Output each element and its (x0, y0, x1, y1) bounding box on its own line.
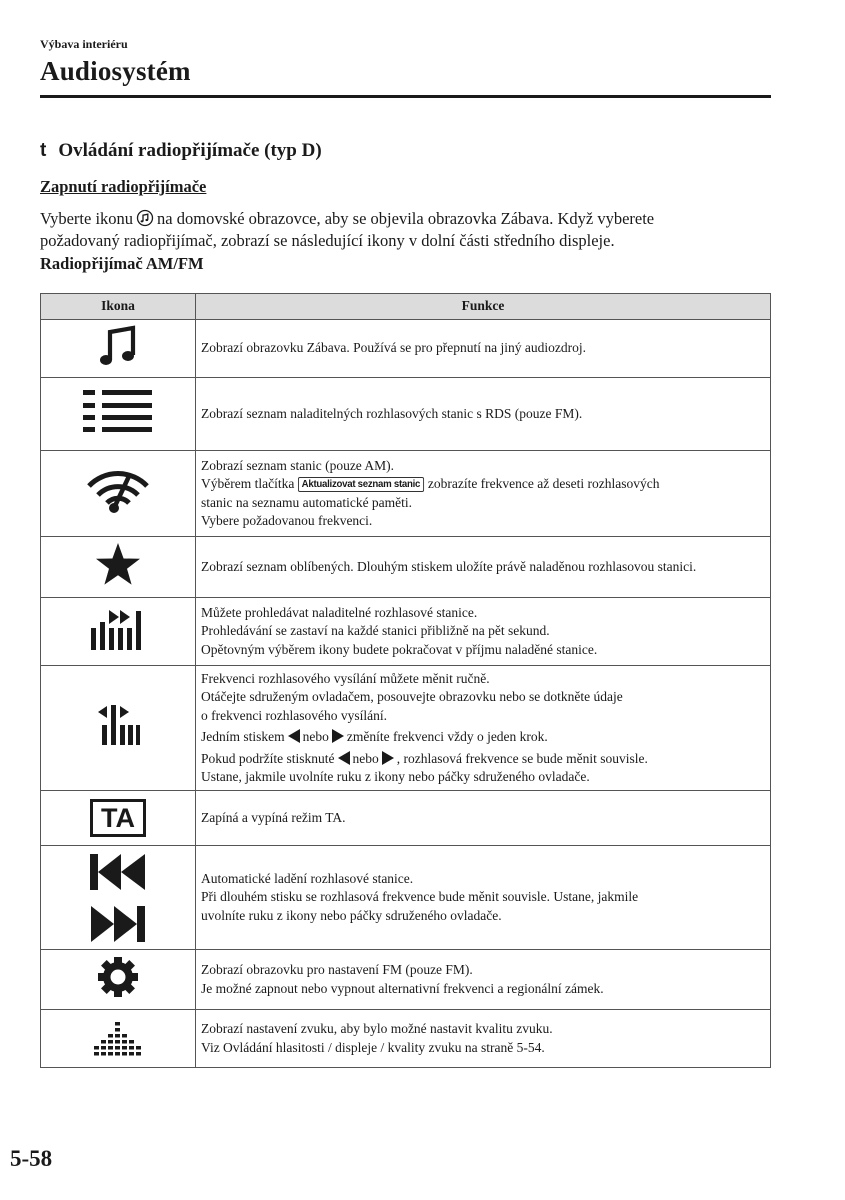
table-row (41, 320, 771, 378)
equalizer-segment (129, 1052, 134, 1056)
function-text: Při dlouhém stisku se rozhlasová frekvence bude měnit souvisle. Ustane, jakmile (201, 889, 639, 905)
equalizer-segment (115, 1022, 120, 1026)
table-header-icon: Ikona (41, 294, 196, 320)
update-station-list-button[interactable]: Aktualizovat seznam stanic (298, 477, 424, 492)
function-text-part: Pokud podržíte stisknuté (201, 750, 335, 766)
equalizer-segment (115, 1046, 120, 1050)
function-text (201, 728, 766, 747)
section-bullet: t (40, 140, 47, 161)
table-cell-function (196, 950, 771, 1010)
function-text: Zobrazí seznam stanic (pouze AM). (201, 457, 395, 473)
table-cell-function (196, 846, 771, 950)
table-cell-icon (41, 791, 196, 846)
seek-left-arrow-icon (338, 751, 350, 765)
table-row (41, 378, 771, 451)
music-note-icon[interactable] (97, 324, 139, 368)
function-text-part: Jedním stiskem (201, 729, 285, 744)
entertainment-icon (136, 209, 154, 227)
intro-text-c: požadovaný radiopřijímač, zobrazí se následující ikony v dolní části středního displeje. (40, 231, 615, 250)
table-cell-icon (41, 598, 196, 666)
function-text: Zobrazí obrazovku Zábava. Používá se pro přepnutí na jiný audiozdroj. (201, 340, 587, 356)
table-cell-function (196, 320, 771, 378)
list-icon[interactable] (83, 389, 153, 433)
equalizer-segment (108, 1052, 113, 1056)
table-cell-icon (41, 1010, 196, 1068)
table-cell-icon (41, 451, 196, 537)
equalizer-icon[interactable] (93, 1016, 143, 1056)
table-cell-function (196, 666, 771, 791)
table-row (41, 1010, 771, 1068)
function-text: Zobrazí seznam oblíbených. Dlouhým stiskem uložíte právě naladěnou rozhlasovou stanici. (201, 558, 697, 574)
equalizer-segment (115, 1034, 120, 1038)
function-text: Automatické ladění rozhlasové stanice. (201, 870, 414, 886)
table-header-row (41, 294, 771, 320)
equalizer-segment (122, 1052, 127, 1056)
equalizer-segment (115, 1040, 120, 1044)
table-header-function: Funkce (196, 294, 771, 320)
section-title-text: Ovládání radiopřijímače (typ D) (58, 140, 322, 161)
intro-text-b: na domovské obrazovce, aby se objevila obrazovka Zábava. Když vyberete (157, 209, 655, 228)
equalizer-segment (122, 1040, 127, 1044)
function-text: stanic na seznamu automatické paměti. (201, 494, 413, 510)
subheading: Zapnutí radiopřijímače (40, 177, 207, 196)
table-row (41, 950, 771, 1010)
function-text-part: nebo (302, 729, 329, 744)
function-text: Viz Ovládání hlasitosti / displeje / kvality zvuku na straně 5-54. (201, 1039, 545, 1055)
radio-heading: Radiopřijímač AM/FM (40, 254, 204, 273)
table-cell-icon (41, 666, 196, 791)
equalizer-segment (129, 1046, 134, 1050)
manual-tune-icon[interactable] (96, 705, 140, 745)
table-cell-icon (41, 378, 196, 451)
equalizer-segment (115, 1028, 120, 1032)
table-cell-icon (41, 846, 196, 950)
table-cell-icon (41, 537, 196, 598)
scan-icon[interactable] (91, 608, 145, 650)
function-table (40, 293, 771, 1068)
seek-back-icon[interactable] (90, 854, 146, 890)
equalizer-segment (108, 1046, 113, 1050)
ta-icon[interactable]: TA (90, 799, 146, 837)
table-cell-icon (41, 320, 196, 378)
intro-paragraph (40, 208, 775, 252)
function-text: uvolníte ruku z ikony nebo páčky sdruženého ovladače. (201, 907, 502, 923)
table-cell-function (196, 1010, 771, 1068)
table-row (41, 598, 771, 666)
function-text: Vybere požadovanou frekvenci. (201, 513, 373, 528)
equalizer-segment (101, 1040, 106, 1044)
function-text: Zobrazí seznam naladitelných rozhlasových stanic s RDS (pouze FM). (201, 405, 583, 421)
function-text: Zapíná a vypíná režim TA. (201, 809, 346, 825)
radio-signal-icon[interactable] (86, 468, 150, 514)
function-text: Otáčejte sdruženým ovladačem, posouvejte obrazovku nebo se dotkněte údaje (201, 689, 623, 704)
function-text: Zobrazí nastavení zvuku, aby bylo možné nastavit kvalitu zvuku. (201, 1021, 553, 1036)
function-text (201, 750, 766, 769)
function-text: Frekvenci rozhlasového vysílání můžete měnit ručně. (201, 670, 490, 686)
table-row (41, 537, 771, 598)
table-row (41, 451, 771, 537)
gear-icon[interactable] (98, 957, 138, 997)
equalizer-segment (122, 1034, 127, 1038)
function-text: Můžete prohledávat naladitelné rozhlasové stanice. (201, 604, 478, 620)
table-row (41, 846, 771, 950)
function-text: Opětovným výběrem ikony budete pokračovat v příjmu naladěné stanice. (201, 641, 598, 657)
breadcrumb: Výbava interiéru (40, 37, 128, 51)
table-cell-icon (41, 950, 196, 1010)
star-icon[interactable] (95, 542, 141, 586)
function-text-part: , rozhlasová frekvence se bude měnit souvisle. (396, 750, 648, 766)
function-text-part: Výběrem tlačítka (201, 476, 295, 491)
equalizer-segment (136, 1046, 141, 1050)
intro-text-a: Vyberte ikonu (40, 209, 134, 228)
seek-right-arrow-icon (332, 729, 344, 743)
equalizer-segment (122, 1046, 127, 1050)
table-cell-function (196, 598, 771, 666)
table-cell-function (196, 451, 771, 537)
function-text-part: zobrazíte frekvence až deseti rozhlasových (427, 476, 660, 491)
function-text: o frekvenci rozhlasového vysílání. (201, 707, 387, 723)
table-row (41, 791, 771, 846)
function-text-part: změníte frekvenci vždy o jeden krok. (346, 729, 548, 744)
table-row (41, 666, 771, 791)
table-cell-function (196, 791, 771, 846)
section-title (40, 140, 322, 162)
page-number: 5-58 (10, 1146, 53, 1171)
table-cell-function (196, 537, 771, 598)
equalizer-segment (94, 1052, 99, 1056)
seek-right-arrow-icon (382, 751, 394, 765)
equalizer-segment (101, 1046, 106, 1050)
title-rule (40, 95, 771, 98)
table-cell-function (196, 378, 771, 451)
equalizer-segment (108, 1034, 113, 1038)
function-text: Je možné zapnout nebo vypnout alternativní frekvenci a regionální zámek. (201, 980, 604, 996)
equalizer-segment (94, 1046, 99, 1050)
equalizer-segment (101, 1052, 106, 1056)
function-text (201, 475, 766, 494)
function-text: Prohledávání se zastaví na každé stanici přibližně na pět sekund. (201, 623, 550, 639)
seek-left-arrow-icon (288, 729, 300, 743)
function-text: Zobrazí obrazovku pro nastavení FM (pouze FM). (201, 962, 473, 977)
equalizer-segment (129, 1040, 134, 1044)
function-text: Ustane, jakmile uvolníte ruku z ikony nebo páčky sdruženého ovladače. (201, 769, 590, 784)
equalizer-segment (115, 1052, 120, 1056)
equalizer-segment (108, 1040, 113, 1044)
seek-forward-icon[interactable] (90, 906, 146, 942)
equalizer-segment (136, 1052, 141, 1056)
function-text-part: nebo (352, 750, 379, 766)
page-title: Audiosystém (40, 56, 191, 86)
